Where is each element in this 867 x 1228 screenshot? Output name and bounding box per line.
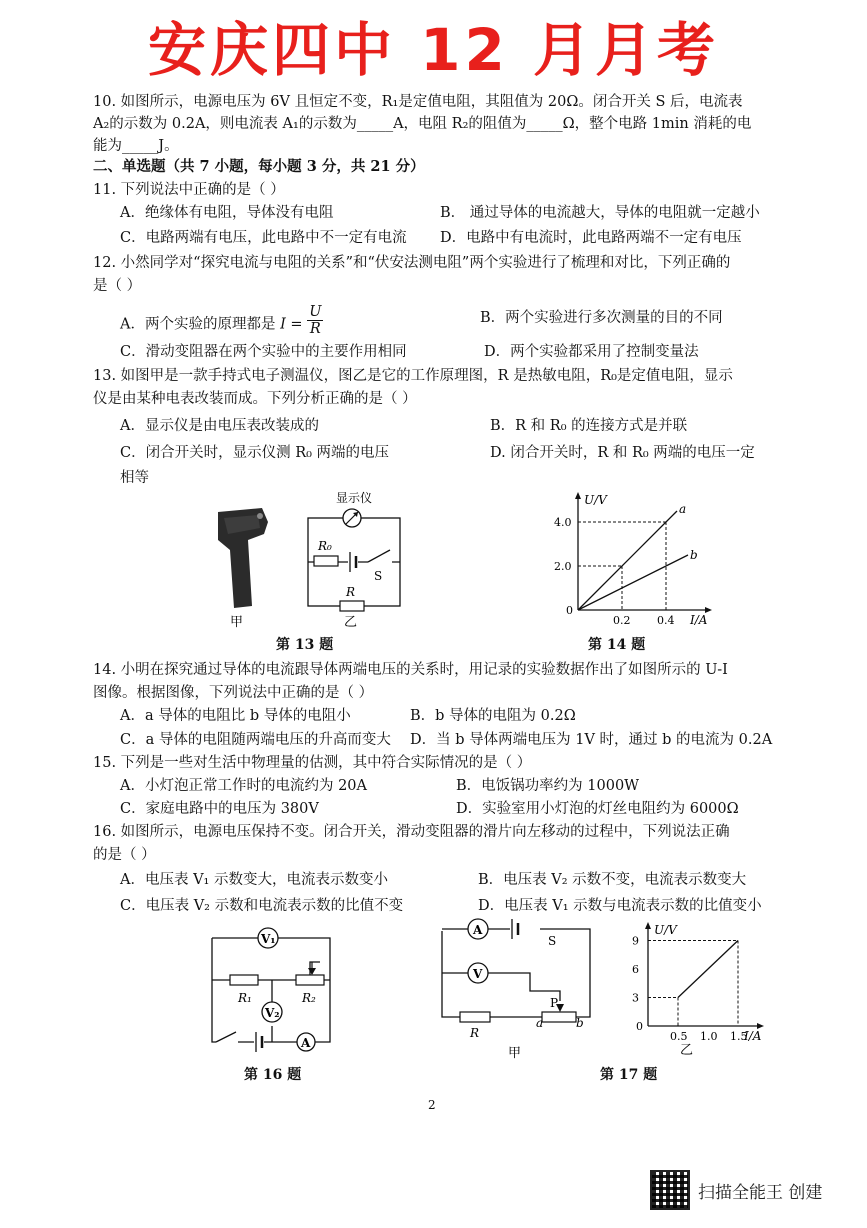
q15-option-b: B．电饭锅功率约为 1000W <box>456 778 640 794</box>
fig17-ytick-9: 9 <box>632 934 639 948</box>
fig16-r1-resistor <box>230 975 258 985</box>
q12-formula-denominator: R <box>309 321 321 337</box>
fig13-jia-label: 甲 <box>230 615 244 628</box>
fig17-jia-label: 甲 <box>508 1046 522 1061</box>
q11-stem: 11. 下列说法中正确的是（ ） <box>93 182 285 198</box>
fig13-display-meter <box>343 509 361 527</box>
q13-option-d-line2: 相等 <box>120 470 149 486</box>
fig17-ytick-6: 6 <box>632 963 639 976</box>
fig17-r-resistor <box>460 1012 490 1022</box>
fig13-yi-label: 乙 <box>344 615 358 628</box>
q15-option-d: D．实验室用小灯泡的灯丝电阻约为 6000Ω <box>456 801 739 817</box>
exam-title-banner: 安庆四中 12 月月考 <box>147 16 720 84</box>
fig17-circuit <box>430 915 600 1065</box>
fig17-chart <box>620 918 770 1058</box>
fig17-end-b-label: b <box>576 1016 584 1030</box>
fig17-xtick-10: 1.0 <box>700 1030 718 1043</box>
fig16-battery <box>254 1032 264 1052</box>
q16-option-d: D．电压表 V₁ 示数与电流表示数的比值变小 <box>478 898 762 914</box>
fig17-s-label: S <box>548 934 557 948</box>
q12-formula-lhs: I = <box>280 316 303 333</box>
fig17-xlabel: I/A <box>744 1029 762 1043</box>
q12-stem-line2: 是（ ） <box>93 278 142 294</box>
fig13-display-label: 显示仪 <box>336 491 373 505</box>
fig13-switch <box>368 550 392 564</box>
q14-option-c: C．a 导体的电阻随两端电压的升高而变大 <box>120 732 391 748</box>
fig16-v1-label: V₁ <box>261 932 276 946</box>
q12-option-d: D．两个实验都采用了控制变量法 <box>484 344 699 360</box>
q10-line2: A₂的示数为 0.2A，则电流表 A₁的示数为_____A，电阻 R₂的阻值为_____Ω，整个电路 1min 消耗的电 <box>93 116 752 132</box>
fig17-caption: 第 17 题 <box>600 1067 658 1083</box>
fig17-r-label: R <box>470 1026 480 1040</box>
fig13-caption: 第 13 题 <box>276 637 334 653</box>
q10-line1: 10. 如图所示，电源电压为 6V 且恒定不变，R₁是定值电阻，其阻值为 20Ω。闭合开关 S 后，电流表 <box>93 94 743 110</box>
fig14-y-arrow <box>575 492 581 499</box>
q14-option-a: A．a 导体的电阻比 b 导体的电阻小 <box>120 708 351 724</box>
q14-stem-line2: 图像。根据图像，下列说法中正确的是（ ） <box>93 685 374 701</box>
q16-option-a: A．电压表 V₁ 示数变大，电流表示数变小 <box>120 872 388 888</box>
q14-option-d: D．当 b 导体两端电压为 1V 时，通过 b 的电流为 0.2A <box>410 732 773 748</box>
fig14-xtick-02: 0.2 <box>613 614 631 627</box>
q16-option-b: B．电压表 V₂ 示数不变，电流表示数变大 <box>478 872 747 888</box>
q12-option-b: B．两个实验进行多次测量的目的不同 <box>480 310 723 326</box>
q11-option-a: A．绝缘体有电阻，导体没有电阻 <box>120 205 334 221</box>
fig16-r2-rheostat <box>296 975 324 985</box>
fig14-series-a-line <box>578 511 677 610</box>
fig16-r1-label: R₁ <box>238 991 252 1005</box>
page-number: 2 <box>428 1098 436 1112</box>
q13-option-b: B．R 和 R₀ 的连接方式是并联 <box>490 418 688 434</box>
fig14-series-b-label: b <box>690 548 698 562</box>
q16-option-c: C．电压表 V₂ 示数和电流表示数的比值不变 <box>120 898 404 914</box>
fig16-r2-label: R₂ <box>302 991 316 1005</box>
q10-line3: 能为_____J。 <box>93 138 179 154</box>
q12-formula-fraction <box>307 304 323 337</box>
fig13-s-label: S <box>374 569 383 583</box>
fig16-v2-label: V₂ <box>265 1006 280 1020</box>
q11-option-d: D．电路中有电流时，此电路两端不一定有电压 <box>440 230 742 246</box>
fig17-origin: 0 <box>636 1020 643 1033</box>
q14-option-b: B．b 导体的电阻为 0.2Ω <box>410 708 576 724</box>
fig13-r0-label: R₀ <box>318 539 332 553</box>
q12-option-a <box>120 304 323 341</box>
q13-option-d-line1: D. 闭合开关时，R 和 R₀ 两端的电压一定 <box>490 445 755 461</box>
q16-stem-line1: 16. 如图所示，电源电压保持不变。闭合开关，滑动变阻器的滑片向左移动的过程中，下列说法正确 <box>93 824 730 840</box>
qr-code-icon <box>650 1170 690 1210</box>
fig17-p-label: P <box>550 996 559 1010</box>
q13-option-a: A．显示仪是由电压表改装成的 <box>120 418 319 434</box>
fig17-xtick-05: 0.5 <box>670 1030 688 1043</box>
q12-option-a-text: A．两个实验的原理都是 <box>120 316 276 333</box>
fig16-circuit <box>200 922 350 1052</box>
fig14-xlabel: I/A <box>690 613 708 627</box>
camscanner-text: 扫描全能王 创建 <box>698 1182 823 1203</box>
q13-option-c: C．闭合开关时，显示仪测 R₀ 两端的电压 <box>120 445 390 461</box>
q15-option-a: A．小灯泡正常工作时的电流约为 20A <box>120 778 368 794</box>
q11-option-c: C．电路两端有电压，此电路中不一定有电流 <box>120 230 407 246</box>
section-heading-single-choice: 二、单选题（共 7 小题，每小题 3 分，共 21 分） <box>93 158 425 175</box>
fig17-ytick-3: 3 <box>632 991 639 1005</box>
fig17-yi-label: 乙 <box>680 1043 694 1058</box>
q15-stem: 15. 下列是一些对生活中物理量的估测，其中符合实际情况的是（ ） <box>93 755 532 771</box>
q12-option-c: C．滑动变阻器在两个实验中的主要作用相同 <box>120 344 407 360</box>
q16-stem-line2: 的是（ ） <box>93 847 156 863</box>
fig17-end-a-label: a <box>536 1016 544 1030</box>
fig17-ammeter-label: A <box>473 923 483 937</box>
q12-stem-line1: 12. 小然同学对“探究电流与电阻的关系”和“伏安法测电阻”两个实验进行了梳理和对比，下列正确的 <box>93 255 731 271</box>
fig14-origin: 0 <box>566 604 573 617</box>
fig13-r0-resistor <box>314 556 338 566</box>
fig14-chart <box>548 490 718 630</box>
q13-stem-line1: 13. 如图甲是一款手持式电子测温仪，图乙是它的工作原理图，R 是热敏电阻，R₀是定值电阻，显示 <box>93 368 733 384</box>
fig13-figure <box>200 488 430 628</box>
fig13-battery <box>348 552 358 572</box>
fig14-xtick-04: 0.4 <box>657 614 675 627</box>
fig17-xtick-15: 1.5 <box>730 1030 748 1043</box>
fig14-series-b-line <box>578 555 688 610</box>
fig17-ylabel: U/V <box>654 923 677 937</box>
fig16-switch <box>216 1032 238 1048</box>
fig16-ammeter-label: A <box>301 1036 311 1050</box>
fig14-ytick-4: 4.0 <box>554 516 572 529</box>
q13-stem-line2: 仪是由某种电表改装而成。下列分析正确的是（ ） <box>93 391 417 407</box>
fig17-battery <box>510 919 520 939</box>
fig14-series-a-label: a <box>679 502 687 516</box>
fig16-caption: 第 16 题 <box>244 1067 302 1083</box>
camscanner-watermark <box>650 1170 822 1210</box>
thermometer-photo <box>218 508 268 608</box>
fig17-y-arrow <box>645 922 651 929</box>
q15-option-c: C．家庭电路中的电压为 380V <box>120 801 319 817</box>
fig16-slider-arrow <box>308 968 316 975</box>
fig13-r-resistor <box>340 601 364 611</box>
fig14-ytick-2: 2.0 <box>554 560 572 573</box>
fig17-rheostat <box>542 1012 576 1022</box>
q14-stem-line1: 14. 小明在探究通过导体的电流跟导体两端电压的关系时，用记录的实验数据作出了如图所示的 U-I <box>93 662 728 678</box>
q11-option-b: B． 通过导体的电流越大，导体的电阻就一定越小 <box>440 205 760 221</box>
fig17-voltmeter-label: V <box>473 967 483 981</box>
fig14-ylabel: U/V <box>584 493 607 507</box>
q12-formula-numerator: U <box>309 304 322 320</box>
fig13-r-label: R <box>346 585 356 599</box>
fig14-caption: 第 14 题 <box>588 637 646 653</box>
fig17-series-line <box>678 941 738 998</box>
